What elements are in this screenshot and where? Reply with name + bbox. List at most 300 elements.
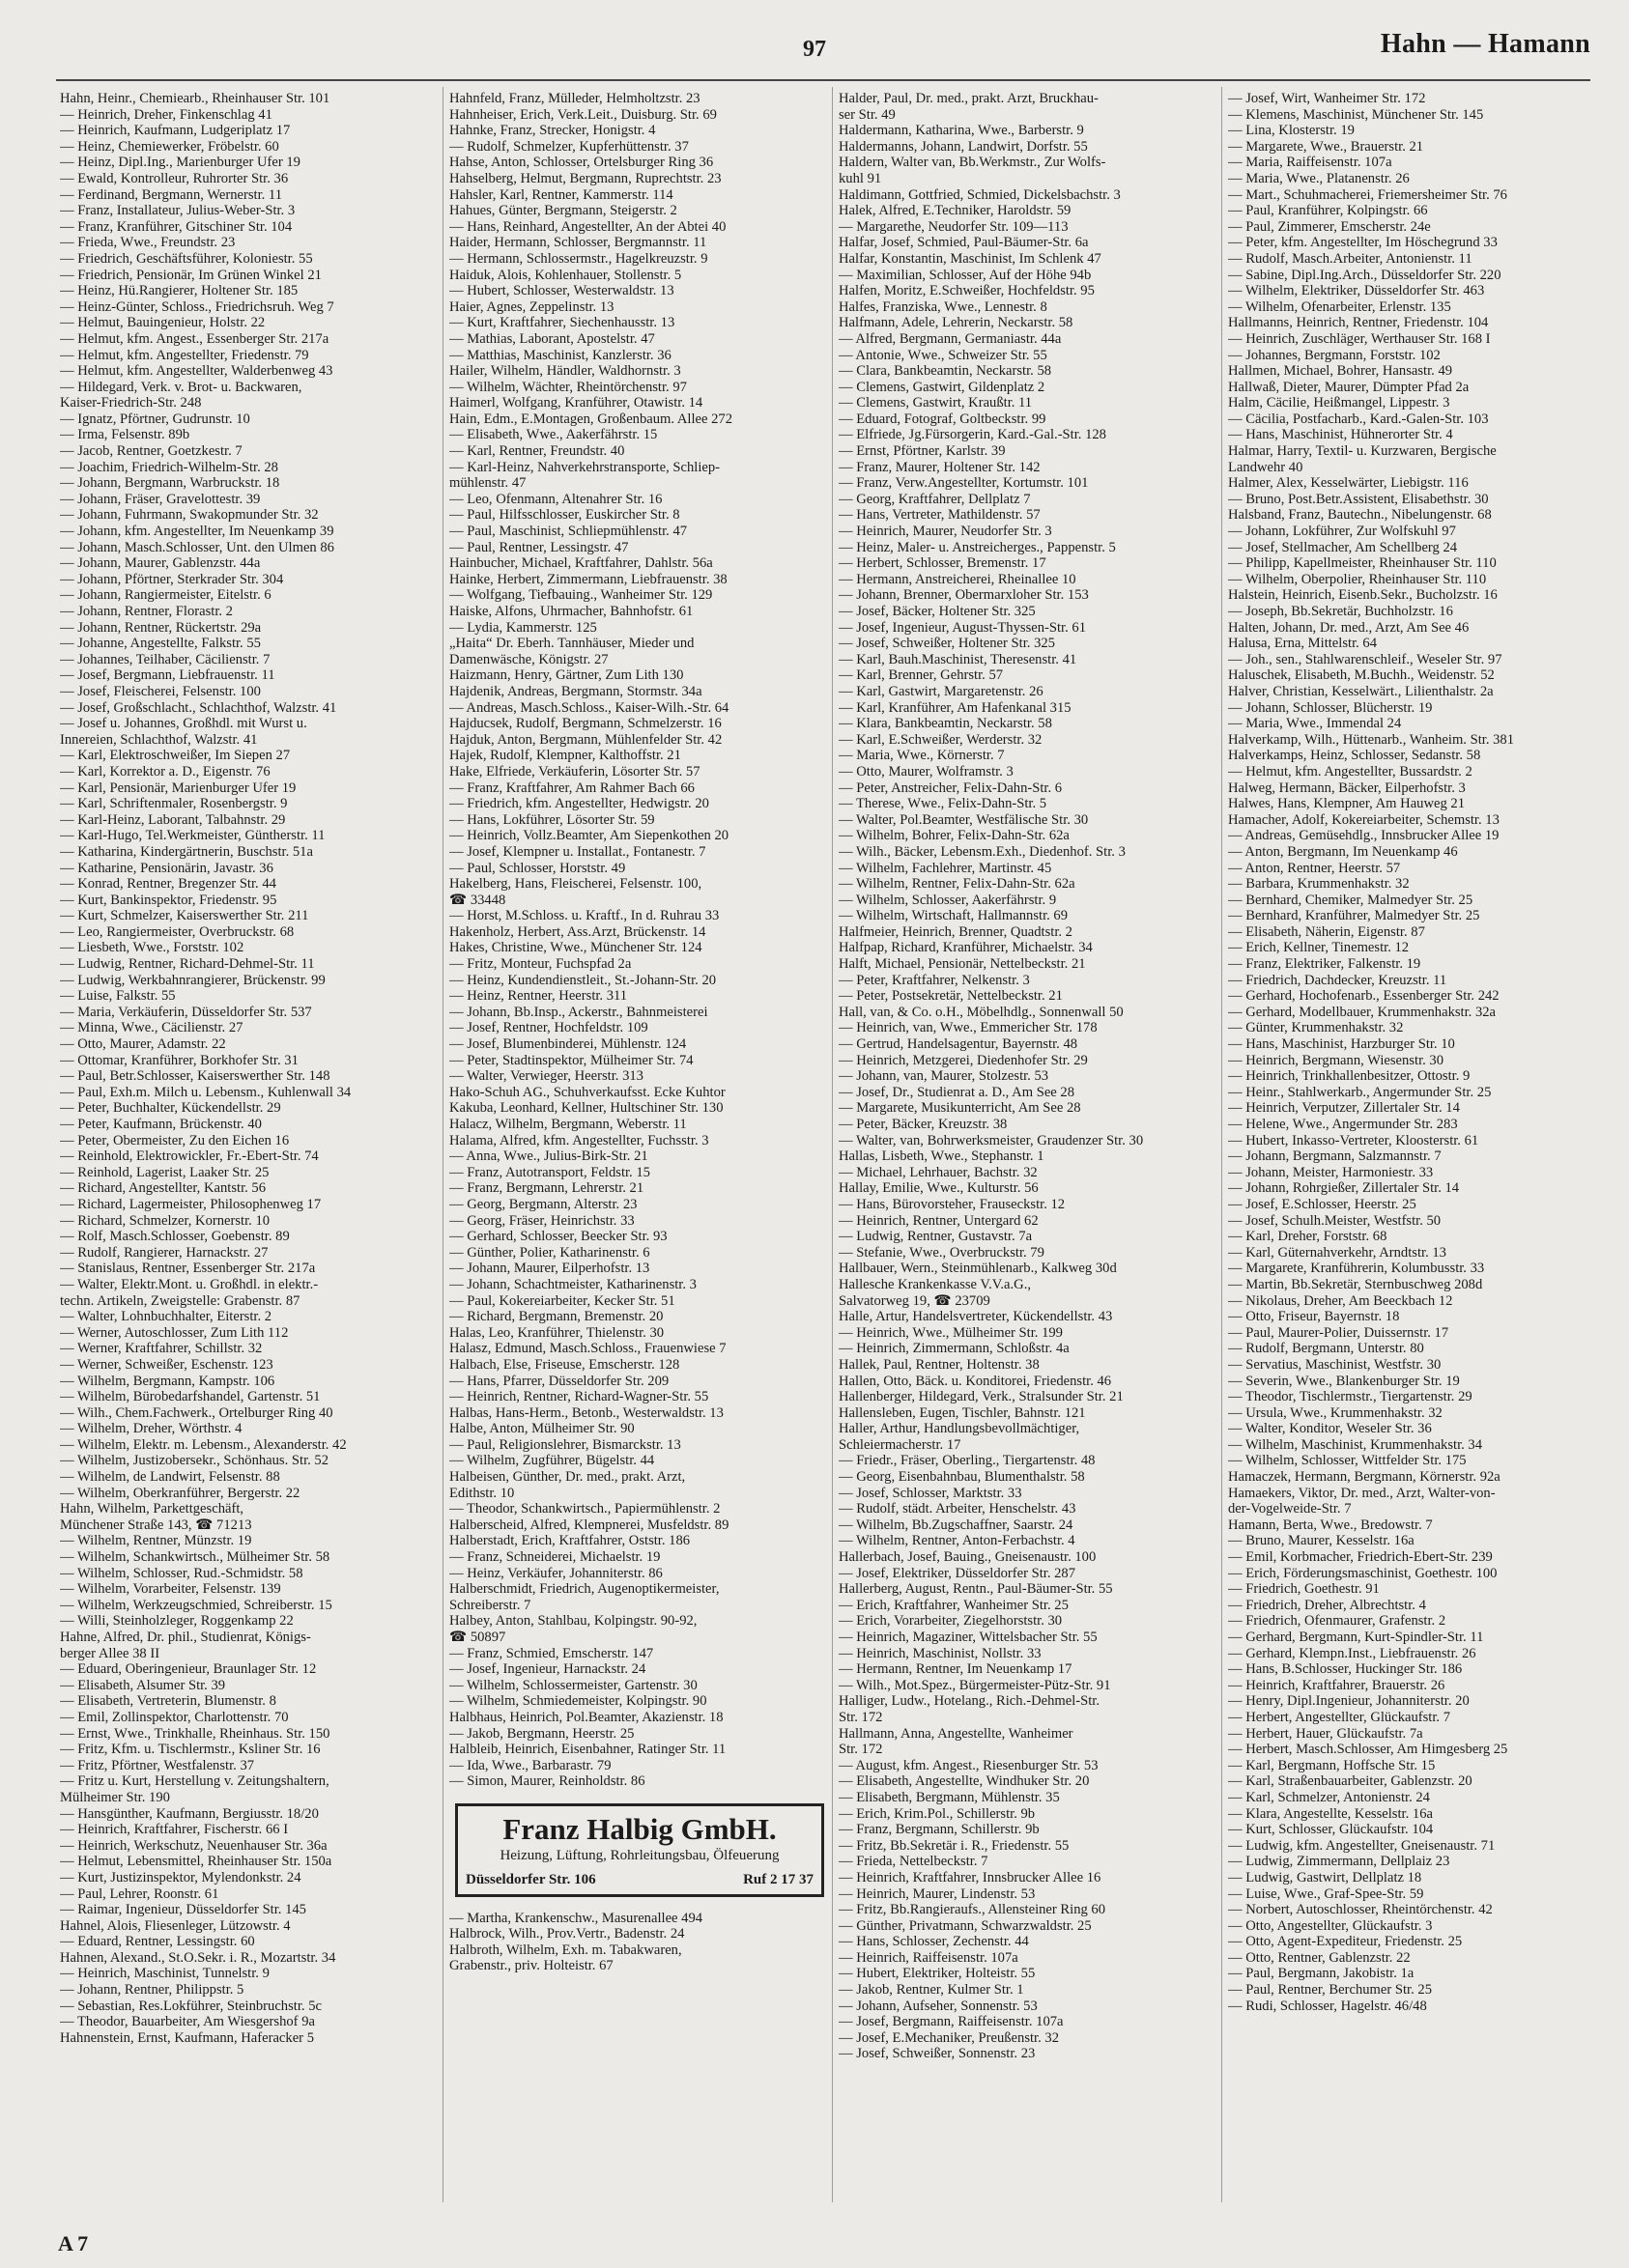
directory-entry: Halfar, Konstantin, Maschinist, Im Schlenk 47 [839, 250, 1101, 267]
directory-entry: berger Allee 38 II [60, 1645, 160, 1661]
directory-entry: — Wilhelm, Dreher, Wörthstr. 4 [60, 1421, 243, 1437]
directory-entry: — Heinrich, Zuschläger, Werthauser Str. 168 I [1228, 330, 1491, 347]
directory-entry: — Wilhelm, Bürobedarfshandel, Gartenstr. 51 [60, 1389, 321, 1405]
directory-entry: — Josef, E.Mechaniker, Preußenstr. 32 [839, 2029, 1059, 2046]
directory-entry: — Lina, Klosterstr. 19 [1228, 123, 1355, 139]
directory-entry: — Johann, Rohrgießer, Zillertaler Str. 14 [1228, 1180, 1460, 1197]
directory-entry: — Therese, Wwe., Felix-Dahn-Str. 5 [839, 796, 1047, 812]
directory-entry: Haiske, Alfons, Uhrmacher, Bahnhofstr. 61 [449, 604, 694, 619]
directory-entry: — Maria, Wwe., Platanenstr. 26 [1228, 170, 1410, 186]
directory-entry: — Heinrich, Maurer, Lindenstr. 53 [839, 1885, 1036, 1902]
directory-entry: Halle, Artur, Handelsvertreter, Kückendellstr. 43 [839, 1309, 1113, 1325]
directory-entry: Hahnheiser, Erich, Verk.Leit., Duisburg. Str. 69 [449, 106, 717, 123]
ad-phone: Ruf 2 17 37 [743, 1871, 814, 1887]
directory-entry: Hajduk, Anton, Bergmann, Mühlenfelder Str. 42 [449, 731, 723, 748]
directory-entry: — Franz, Bergmann, Lehrerstr. 21 [449, 1180, 644, 1197]
directory-entry: — Elisabeth, Angestellte, Windhuker Str. 20 [839, 1773, 1090, 1790]
directory-entry: — Walter, Elektr.Mont. u. Großhdl. in elektr.- [60, 1276, 319, 1292]
directory-entry: — Otto, Rentner, Gablenzstr. 22 [1228, 1949, 1411, 1966]
directory-entry: — Werner, Kraftfahrer, Schillstr. 32 [60, 1341, 263, 1357]
directory-entry: — Friedrich, Goethestr. 91 [1228, 1581, 1380, 1598]
directory-entry: — Reinhold, Lagerist, Laaker Str. 25 [60, 1164, 270, 1180]
directory-entry: — Ernst, Pförtner, Karlstr. 39 [839, 443, 1006, 460]
directory-entry: — Emil, Korbmacher, Friedrich-Ebert-Str. 239 [1228, 1549, 1493, 1566]
directory-entry: — Hans, Pfarrer, Düsseldorfer Str. 209 [449, 1373, 670, 1389]
directory-entry: Haluschek, Elisabeth, M.Buchh., Weidenstr. 52 [1228, 667, 1495, 684]
directory-entry: — Josef, Ingenieur, Harnackstr. 24 [449, 1661, 646, 1678]
directory-entry: Grabenstr., priv. Holteistr. 67 [449, 1958, 614, 1974]
directory-entry: — Rudolf, Rangierer, Harnackstr. 27 [60, 1244, 269, 1261]
directory-entry: — Otto, Maurer, Adamstr. 22 [60, 1036, 226, 1053]
directory-entry: Edithstr. 10 [449, 1485, 515, 1501]
directory-entry: — Bruno, Maurer, Kesselstr. 16a [1228, 1533, 1415, 1549]
directory-entry: Hallerbach, Josef, Bauing., Gneisenaustr. 100 [839, 1549, 1097, 1566]
directory-entry: — Peter, Kraftfahrer, Nelkenstr. 3 [839, 972, 1030, 988]
directory-entry: — Richard, Schmelzer, Kornerstr. 10 [60, 1212, 271, 1229]
directory-entry: — Wilhelm, Schankwirtsch., Mülheimer Str. 58 [60, 1549, 330, 1566]
directory-entry: — Andreas, Masch.Schloss., Kaiser-Wilh.-Str. 64 [449, 699, 729, 716]
directory-entry: Hahues, Günter, Bergmann, Steigerstr. 2 [449, 203, 677, 219]
directory-entry: — Werner, Schweißer, Eschenstr. 123 [60, 1356, 273, 1373]
directory-entry: Hahne, Alfred, Dr. phil., Studienrat, Königs- [60, 1630, 311, 1645]
directory-entry: — Josef, E.Schlosser, Heerstr. 25 [1228, 1196, 1416, 1212]
directory-entry: — Peter, Obermeister, Zu den Eichen 16 [60, 1132, 290, 1148]
directory-entry: — Johann, Pförtner, Sterkrader Str. 304 [60, 571, 284, 587]
directory-entry: — Anton, Bergmann, Im Neuenkamp 46 [1228, 843, 1458, 860]
directory-entry: — Hermann, Rentner, Im Neuenkamp 17 [839, 1661, 1072, 1678]
directory-entry: — Georg, Kraftfahrer, Dellplatz 7 [839, 491, 1031, 507]
directory-entry: — Wolfgang, Tiefbauing., Wanheimer Str. 129 [449, 587, 713, 604]
directory-entry: — Elisabeth, Näherin, Eigenstr. 87 [1228, 923, 1425, 940]
directory-entry: — Hans, Schlosser, Zechenstr. 44 [839, 1934, 1029, 1950]
directory-entry: — Franz, Elektriker, Falkenstr. 19 [1228, 956, 1421, 973]
directory-entry: Hamacher, Adolf, Kokereiarbeiter, Schemstr. 13 [1228, 811, 1500, 828]
directory-entry: Halsband, Franz, Bautechn., Nibelungenstr. 68 [1228, 507, 1492, 524]
directory-entry: — Rudolf, Masch.Arbeiter, Antonienstr. 11 [1228, 250, 1472, 267]
directory-entry: kuhl 91 [839, 170, 882, 186]
directory-entry: — Ferdinand, Bergmann, Wernerstr. 11 [60, 186, 282, 203]
directory-entry: — Maria, Raiffeisenstr. 107a [1228, 155, 1392, 171]
directory-entry: — Clara, Bankbeamtin, Neckarstr. 58 [839, 363, 1052, 380]
directory-entry: Kaiser-Friedrich-Str. 248 [60, 395, 202, 411]
directory-entry: — Heinz, Kundendienstleit., St.-Johann-Str. 20 [449, 972, 717, 988]
directory-entry: — Hans, Maschinist, Hühnerorter Str. 4 [1228, 427, 1453, 443]
advertisement-box [455, 1803, 824, 1897]
column-divider [1221, 87, 1222, 2202]
directory-entry: — Bernhard, Kranführer, Malmedyer Str. 25 [1228, 908, 1480, 924]
directory-entry: Hallen, Otto, Bäck. u. Konditorei, Friedenstr. 46 [839, 1373, 1112, 1389]
directory-entry: — Wilhelm, Zugführer, Bügelstr. 44 [449, 1453, 655, 1469]
directory-entry: — Nikolaus, Dreher, Am Beeckbach 12 [1228, 1292, 1453, 1309]
directory-entry: — Johann, Lokführer, Zur Wolfskuhl 97 [1228, 524, 1456, 540]
directory-entry: — Heinz, Hü.Rangierer, Holtener Str. 185 [60, 283, 299, 299]
directory-entry: — Theodor, Tischlermstr., Tiergartenstr. 29 [1228, 1389, 1472, 1405]
directory-entry: — Heinrich, Vollz.Beamter, Am Siepenkothen 20 [449, 828, 729, 844]
directory-entry: — Wilhelm, Oberpolier, Rheinhauser Str. 110 [1228, 571, 1487, 587]
directory-entry: — Karl-Hugo, Tel.Werkmeister, Güntherstr. 11 [60, 828, 326, 844]
directory-entry: Halverkamps, Heinz, Schlosser, Sedanstr. 58 [1228, 748, 1481, 764]
directory-entry: ☎ 50897 [449, 1630, 506, 1645]
directory-entry: — Hans, Bürovorsteher, Frauseckstr. 12 [839, 1196, 1066, 1212]
directory-entry: — Johann, Rentner, Rückertstr. 29a [60, 619, 262, 636]
directory-entry: — Elisabeth, Wwe., Aakerfährstr. 15 [449, 427, 658, 443]
directory-entry: Hallerberg, August, Rentn., Paul-Bäumer-Str. 55 [839, 1581, 1113, 1598]
directory-entry: — Klara, Bankbeamtin, Neckarstr. 58 [839, 716, 1052, 732]
directory-entry: — Josef, Fleischerei, Felsenstr. 100 [60, 683, 261, 699]
directory-entry: — Jakob, Rentner, Kulmer Str. 1 [839, 1982, 1024, 1999]
directory-entry: — Franz, Bergmann, Schillerstr. 9b [839, 1822, 1040, 1838]
directory-entry: — Karl-Heinz, Nahverkehrstransporte, Schliep- [449, 459, 721, 475]
directory-entry: Halbeisen, Günther, Dr. med., prakt. Arzt, [449, 1469, 686, 1486]
directory-entry: Halfpap, Richard, Kranführer, Michaelstr. 34 [839, 940, 1093, 956]
directory-entry: — Sebastian, Res.Lokführer, Steinbruchstr. 5c [60, 1998, 322, 2014]
directory-entry: — Erich, Förderungsmaschinist, Goethestr. 100 [1228, 1565, 1498, 1581]
directory-entry: Halft, Michael, Pensionär, Nettelbeckstr. 21 [839, 956, 1086, 973]
directory-entry: — Eduard, Rentner, Lessingstr. 60 [60, 1934, 255, 1950]
directory-entry: Hallmanns, Heinrich, Rentner, Friedenstr. 104 [1228, 315, 1489, 331]
directory-entry: — Peter, Kaufmann, Brückenstr. 40 [60, 1117, 262, 1132]
directory-entry: — Fritz u. Kurt, Herstellung v. Zeitungshaltern, [60, 1773, 329, 1790]
directory-entry: — Paul, Bergmann, Jakobistr. 1a [1228, 1966, 1415, 1982]
directory-entry: — Gerhard, Schlosser, Beecker Str. 93 [449, 1229, 668, 1245]
directory-entry: — Hermann, Schlossermstr., Hagelkreuzstr. 9 [449, 250, 708, 267]
directory-entry: mühlenstr. 47 [449, 475, 527, 492]
directory-entry: — Wilhelm, Wächter, Rheintörchenstr. 97 [449, 379, 687, 395]
ad-address: Düsseldorfer Str. 106 [466, 1871, 596, 1887]
directory-entry: — Heinr., Stahlwerkarb., Angermunder Str. 25 [1228, 1084, 1492, 1100]
directory-entry: — Paul, Rentner, Berchumer Str. 25 [1228, 1982, 1432, 1999]
directory-entry: — Kurt, Kraftfahrer, Siechenhausstr. 13 [449, 315, 675, 331]
directory-entry: — Herbert, Masch.Schlosser, Am Himgesberg 25 [1228, 1742, 1508, 1758]
directory-entry: — Matthias, Maschinist, Kanzlerstr. 36 [449, 347, 672, 363]
directory-entry: — Paul, Exh.m. Milch u. Lebensm., Kuhlenwall 34 [60, 1084, 352, 1100]
directory-entry: — Josef, Schulh.Meister, Westfstr. 50 [1228, 1212, 1442, 1229]
directory-entry: Haldern, Walter van, Bb.Werkmstr., Zur Wolfs- [839, 155, 1106, 171]
directory-entry: — Wilh., Mot.Spez., Bürgermeister-Pütz-Str. 91 [839, 1677, 1111, 1693]
directory-entry: — Hansgünther, Kaufmann, Bergiusstr. 18/20 [60, 1805, 319, 1822]
directory-entry: — Gertrud, Handelsagentur, Bayernstr. 48 [839, 1036, 1078, 1053]
directory-entry: — Wilhelm, Bb.Zugschaffner, Saarstr. 24 [839, 1517, 1073, 1533]
directory-entry: — Johann, Bergmann, Salzmannstr. 7 [1228, 1148, 1442, 1165]
directory-entry: — Karl, Güternahverkehr, Arndtstr. 13 [1228, 1244, 1446, 1261]
directory-entry: — Johann, Rentner, Florastr. 2 [60, 604, 233, 619]
directory-entry: Hahnel, Alois, Fliesenleger, Lützowstr. 4 [60, 1917, 291, 1934]
directory-entry: — Johann, Schlosser, Blücherstr. 19 [1228, 699, 1433, 716]
directory-entry: — Heinrich, Maschinist, Nollstr. 33 [839, 1645, 1042, 1661]
directory-entry: — Johann, Brenner, Obermarxloher Str. 153 [839, 587, 1089, 604]
directory-entry: — Wilhelm, Werkzeugschmied, Schreiberstr. 15 [60, 1597, 332, 1613]
directory-entry: — Maria, Verkäuferin, Düsseldorfer Str. 537 [60, 1004, 312, 1020]
directory-entry: Hallmann, Anna, Angestellte, Wanheimer [839, 1725, 1073, 1742]
directory-entry: — Helmut, kfm. Angestellter, Bussardstr. 2 [1228, 763, 1472, 780]
directory-entry: Str. 172 [839, 1742, 883, 1758]
directory-entry: — Paul, Betr.Schlosser, Kaiserswerther Str. 148 [60, 1068, 330, 1085]
directory-entry: Schleiermacherstr. 17 [839, 1436, 961, 1453]
directory-entry: — Johann, kfm. Angestellter, Im Neuenkamp 39 [60, 524, 334, 540]
directory-entry: — Klara, Angestellte, Kesselstr. 16a [1228, 1805, 1433, 1822]
directory-entry: Haider, Hermann, Schlosser, Bergmannstr. 11 [449, 235, 707, 251]
directory-entry: — Heinrich, Trinkhallenbesitzer, Ottostr. 9 [1228, 1068, 1471, 1085]
directory-entry: — Heinrich, Kraftfahrer, Innsbrucker Allee 16 [839, 1869, 1101, 1885]
directory-entry: — Heinrich, Metzgerei, Diedenhofer Str. 29 [839, 1052, 1088, 1068]
directory-entry: — Mathias, Laborant, Apostelstr. 47 [449, 330, 655, 347]
directory-entry: — August, kfm. Angest., Riesenburger Str. 53 [839, 1757, 1099, 1773]
directory-entry: — Johannes, Bergmann, Forststr. 102 [1228, 347, 1441, 363]
directory-entry: — Heinrich, Kaufmann, Ludgeriplatz 17 [60, 123, 291, 139]
directory-entry: der-Vogelweide-Str. 7 [1228, 1501, 1352, 1517]
directory-entry: — Jacob, Rentner, Goetzkestr. 7 [60, 443, 243, 460]
directory-entry: — Heinz, Chemiewerker, Fröbelstr. 60 [60, 138, 279, 155]
directory-entry: — Barbara, Krummenhakstr. 32 [1228, 876, 1410, 893]
directory-entry: — Peter, Bäcker, Kreuzstr. 38 [839, 1117, 1008, 1132]
directory-entry: — Elisabeth, Bergmann, Mühlenstr. 35 [839, 1789, 1060, 1805]
directory-entry: Hain, Edm., E.Montagen, Großenbaum. Allee 272 [449, 411, 733, 427]
directory-entry: Hallbauer, Wern., Steinmühlenarb., Kalkweg 30d [839, 1261, 1117, 1277]
directory-entry: — Helmut, kfm. Angestellter, Friedenstr. 79 [60, 347, 309, 363]
directory-entry: Hahsler, Karl, Rentner, Kammerstr. 114 [449, 186, 673, 203]
directory-entry: — Josef, Schweißer, Sonnenstr. 23 [839, 2046, 1036, 2062]
directory-entry: — Heinrich, Kraftfahrer, Fischerstr. 66 I [60, 1822, 289, 1838]
directory-entry: — Helmut, Bauingenieur, Holstr. 22 [60, 315, 266, 331]
directory-entry: — Rudi, Schlosser, Hagelstr. 46/48 [1228, 1998, 1427, 2014]
directory-entry: — Karl, Dreher, Forststr. 68 [1228, 1229, 1387, 1245]
footer-mark: A 7 [58, 2231, 89, 2255]
directory-entry: — Eduard, Oberingenieur, Braunlager Str. 12 [60, 1661, 317, 1678]
directory-entry: — Alfred, Bergmann, Germaniastr. 44a [839, 330, 1062, 347]
directory-entry: — Rolf, Masch.Schlosser, Goebenstr. 89 [60, 1229, 290, 1245]
directory-entry: techn. Artikeln, Zweigstelle: Grabenstr. 87 [60, 1292, 300, 1309]
directory-entry: Hahnenstein, Ernst, Kaufmann, Haferacker 5 [60, 2029, 314, 2046]
directory-entry: — Elisabeth, Vertreterin, Blumenstr. 8 [60, 1693, 276, 1710]
directory-entry: Hajdenik, Andreas, Bergmann, Stormstr. 34a [449, 683, 702, 699]
directory-entry: — Josef, Schlosser, Marktstr. 33 [839, 1485, 1022, 1501]
directory-entry: — Heinrich, Werkschutz, Neuenhauser Str. 36a [60, 1837, 328, 1854]
directory-entry: — Bernhard, Chemiker, Malmedyer Str. 25 [1228, 892, 1473, 908]
directory-entry: — Otto, Friseur, Bayernstr. 18 [1228, 1309, 1400, 1325]
directory-entry: — Heinrich, Verputzer, Zillertaler Str. 14 [1228, 1100, 1460, 1117]
directory-entry: Hakelberg, Hans, Fleischerei, Felsenstr. 100, [449, 876, 702, 893]
directory-entry: — Paul, Kranführer, Kolpingstr. 66 [1228, 203, 1428, 219]
directory-entry: — Theodor, Bauarbeiter, Am Wiesgershof 9a [60, 2014, 315, 2030]
directory-entry: — Wilhelm, Rentner, Anton-Ferbachstr. 4 [839, 1533, 1075, 1549]
directory-entry: — Walter, Lohnbuchhalter, Eiterstr. 2 [60, 1309, 272, 1325]
running-head: Hahn — Hamann [1380, 29, 1590, 59]
directory-entry: — Hans, B.Schlosser, Huckinger Str. 186 [1228, 1661, 1463, 1678]
directory-entry: — Karl-Heinz, Laborant, Talbahnstr. 29 [60, 811, 286, 828]
directory-entry: — Helmut, kfm. Angestellter, Walderbenweg 43 [60, 363, 333, 380]
directory-entry: — Karl, Elektroschweißer, Im Siepen 27 [60, 748, 291, 764]
directory-entry: — Paul, Schlosser, Horststr. 49 [449, 860, 626, 876]
directory-entry: — Jakob, Bergmann, Heerstr. 25 [449, 1725, 635, 1742]
directory-entry: — Johannes, Teilhaber, Cäcilienstr. 7 [60, 651, 271, 667]
directory-entry: Salvatorweg 19, ☎ 23709 [839, 1292, 990, 1309]
directory-entry: — Wilhelm, Schlossermeister, Gartenstr. 30 [449, 1677, 698, 1693]
directory-entry: — Frieda, Wwe., Freundstr. 23 [60, 235, 236, 251]
directory-entry: — Stanislaus, Rentner, Essenberger Str. 217a [60, 1261, 316, 1277]
directory-entry: Hallmen, Michael, Bohrer, Hansastr. 49 [1228, 363, 1453, 380]
directory-entry: — Paul, Lehrer, Roonstr. 61 [60, 1885, 219, 1902]
directory-entry: — Willi, Steinholzleger, Roggenkamp 22 [60, 1613, 294, 1630]
directory-entry: Halek, Alfred, E.Techniker, Haroldstr. 59 [839, 203, 1072, 219]
directory-entry: Halbas, Hans-Herm., Betonb., Westerwaldstr. 13 [449, 1404, 724, 1421]
directory-entry: „Haita“ Dr. Eberh. Tannhäuser, Mieder und [449, 636, 695, 652]
directory-entry: — Luise, Falkstr. 55 [60, 988, 176, 1005]
directory-entry: Halbhaus, Heinrich, Pol.Beamter, Akazienstr. 18 [449, 1709, 724, 1725]
directory-entry: — Paul, Rentner, Lessingstr. 47 [449, 539, 629, 555]
directory-entry: Halberschmidt, Friedrich, Augenoptikermeister, [449, 1581, 720, 1598]
directory-entry: — Fritz, Bb.Sekretär i. R., Friedenstr. 55 [839, 1837, 1070, 1854]
directory-entry: — Liesbeth, Wwe., Forststr. 102 [60, 940, 244, 956]
directory-entry: — Josef, Blumenbinderei, Mühlenstr. 124 [449, 1036, 687, 1053]
directory-entry: — Friedrich, Dachdecker, Kreuzstr. 11 [1228, 972, 1447, 988]
directory-entry: Hallay, Emilie, Wwe., Kulturstr. 56 [839, 1180, 1039, 1197]
directory-entry: Halmer, Alex, Kesselwärter, Liebigstr. 116 [1228, 475, 1469, 492]
directory-entry: Halfmann, Adele, Lehrerin, Neckarstr. 58 [839, 315, 1073, 331]
directory-entry: Halacz, Wilhelm, Bergmann, Weberstr. 11 [449, 1117, 687, 1132]
directory-entry: — Bruno, Post.Betr.Assistent, Elisabethstr. 30 [1228, 491, 1489, 507]
directory-entry: — Josef, Bergmann, Liebfrauenstr. 11 [60, 667, 275, 684]
directory-entry: Haller, Arthur, Handlungsbevollmächtiger, [839, 1421, 1080, 1437]
directory-entry: Hahn, Heinr., Chemiearb., Rheinhauser Str. 101 [60, 91, 330, 106]
directory-entry: — Karl, Gastwirt, Margaretenstr. 26 [839, 683, 1043, 699]
directory-entry: Hamann, Berta, Wwe., Bredowstr. 7 [1228, 1517, 1433, 1533]
directory-entry: Hako-Schuh AG., Schuhverkaufsst. Ecke Kuhtor [449, 1084, 726, 1100]
directory-entry: Hallas, Lisbeth, Wwe., Stephanstr. 1 [839, 1148, 1044, 1165]
directory-entry: — Elfriede, Jg.Fürsorgerin, Kard.-Gal.-Str. 128 [839, 427, 1106, 443]
directory-entry: Halusa, Erna, Mittelstr. 64 [1228, 636, 1378, 652]
directory-entry: — Karl, Korrektor a. D., Eigenstr. 76 [60, 763, 271, 780]
directory-entry: — Josef, Dr., Studienrat a. D., Am See 28 [839, 1084, 1075, 1100]
directory-entry: Halliger, Ludw., Hotelang., Rich.-Dehmel-Str. [839, 1693, 1100, 1710]
directory-entry: Haimerl, Wolfgang, Kranführer, Otawistr. 14 [449, 395, 703, 411]
directory-entry: Hamaczek, Hermann, Bergmann, Körnerstr. 92a [1228, 1469, 1500, 1486]
directory-entry: — Josef, Schweißer, Holtener Str. 325 [839, 636, 1055, 652]
directory-entry: — Erich, Vorarbeiter, Ziegelhorststr. 30 [839, 1613, 1063, 1630]
directory-entry: — Erich, Kraftfahrer, Wanheimer Str. 25 [839, 1597, 1069, 1613]
directory-entry: Halver, Christian, Kesselwärt., Lilienthalstr. 2a [1228, 683, 1494, 699]
directory-entry: — Johann, Maurer, Eilperhofstr. 13 [449, 1261, 650, 1277]
directory-entry: — Sabine, Dipl.Ing.Arch., Düsseldorfer Str. 220 [1228, 267, 1501, 283]
directory-entry: — Friedrich, Dreher, Albrechtstr. 4 [1228, 1597, 1426, 1613]
directory-entry: Hajek, Rudolf, Klempner, Kalthoffstr. 21 [449, 748, 681, 764]
directory-entry: — Herbert, Schlosser, Bremenstr. 17 [839, 555, 1046, 572]
directory-entry: — Wilhelm, Maschinist, Krummenhakstr. 34 [1228, 1436, 1483, 1453]
directory-entry: — Paul, Zimmerer, Emscherstr. 24e [1228, 218, 1431, 235]
directory-entry: — Margarete, Musikunterricht, Am See 28 [839, 1100, 1081, 1117]
directory-entry: Halbrock, Wilh., Prov.Vertr., Badenstr. 24 [449, 1926, 685, 1942]
directory-entry: — Fritz, Bb.Rangieraufs., Allensteiner Ring 60 [839, 1902, 1106, 1918]
directory-entry: — Margarete, Wwe., Brauerstr. 21 [1228, 138, 1424, 155]
directory-entry: — Helene, Wwe., Angermunder Str. 283 [1228, 1117, 1458, 1132]
directory-entry: — Heinrich, Maschinist, Tunnelstr. 9 [60, 1966, 270, 1982]
directory-entry: — Josef, Stellmacher, Am Schellberg 24 [1228, 539, 1458, 555]
directory-entry: — Franz, Autotransport, Feldstr. 15 [449, 1164, 650, 1180]
directory-entry: — Heinrich, Rentner, Richard-Wagner-Str. 55 [449, 1389, 709, 1405]
directory-entry: — Ewald, Kontrolleur, Ruhrorter Str. 36 [60, 170, 289, 186]
directory-entry: — Paul, Religionslehrer, Bismarckstr. 13 [449, 1436, 681, 1453]
directory-entry: — Franz, Kranführer, Gitschiner Str. 104 [60, 218, 293, 235]
directory-entry: — Wilhelm, Bergmann, Kampstr. 106 [60, 1373, 275, 1389]
directory-entry: — Josef, Großschlacht., Schlachthof, Walzstr. 41 [60, 699, 337, 716]
directory-entry: Hakes, Christine, Wwe., Münchener Str. 124 [449, 940, 702, 956]
directory-entry: Halbroth, Wilhelm, Exh. m. Tabakwaren, [449, 1942, 682, 1958]
directory-entry: — Wilhelm, Wirtschaft, Hallmannstr. 69 [839, 908, 1069, 924]
directory-entry: — Cäcilia, Postfacharb., Kard.-Galen-Str. 103 [1228, 411, 1489, 427]
directory-entry: — Johann, Meister, Harmoniestr. 33 [1228, 1164, 1434, 1180]
directory-entry: — Kurt, Schmelzer, Kaiserswerther Str. 211 [60, 908, 309, 924]
directory-entry: — Richard, Angestellter, Kantstr. 56 [60, 1180, 267, 1197]
directory-entry: — Fritz, Pförtner, Westfalenstr. 37 [60, 1757, 255, 1773]
directory-entry: — Peter, Buchhalter, Kückendellstr. 29 [60, 1100, 281, 1117]
directory-entry: — Paul, Maschinist, Schliepmühlenstr. 47 [449, 524, 688, 540]
directory-entry: Haldermanns, Johann, Landwirt, Dorfstr. 55 [839, 138, 1088, 155]
directory-entry: — Josef, Bäcker, Holtener Str. 325 [839, 604, 1036, 619]
directory-entry: — Johann, Rangiermeister, Eitelstr. 6 [60, 587, 272, 604]
directory-entry: — Peter, Anstreicher, Felix-Dahn-Str. 6 [839, 780, 1063, 796]
directory-entry: — Friedr., Fräser, Oberling., Tiergartenstr. 48 [839, 1453, 1096, 1469]
directory-entry: Haier, Agnes, Zeppelinstr. 13 [449, 298, 614, 315]
directory-entry: — Günther, Privatmann, Schwarzwaldstr. 25 [839, 1917, 1092, 1934]
directory-entry: Haldermann, Katharina, Wwe., Barberstr. 9 [839, 123, 1084, 139]
directory-entry: Hahselberg, Helmut, Bergmann, Ruprechtstr. 23 [449, 170, 722, 186]
directory-entry: Halstein, Heinrich, Eisenb.Sekr., Bucholzstr. 16 [1228, 587, 1498, 604]
ad-company-name: Franz Halbig GmbH. [502, 1811, 777, 1846]
directory-entry: Innereien, Schlachthof, Walzstr. 41 [60, 731, 258, 748]
directory-entry: — Wilhelm, Schlosser, Rud.-Schmidstr. 58 [60, 1565, 303, 1581]
directory-entry: — Heinz-Günter, Schloss., Friedrichsruh. Weg 7 [60, 298, 334, 315]
directory-entry: — Theodor, Schankwirtsch., Papiermühlenstr. 2 [449, 1501, 721, 1517]
directory-entry: — Franz, Verw.Angestellter, Kortumstr. 101 [839, 475, 1089, 492]
directory-entry: — Ludwig, Rentner, Gustavstr. 7a [839, 1229, 1033, 1245]
directory-entry: — Johann, Aufseher, Sonnenstr. 53 [839, 1998, 1038, 2014]
directory-entry: — Katharina, Kindergärtnerin, Buschstr. 51a [60, 843, 313, 860]
directory-entry: — Wilhelm, Elektriker, Düsseldorfer Str. 463 [1228, 283, 1485, 299]
directory-entry: — Heinrich, van, Wwe., Emmericher Str. 178 [839, 1020, 1098, 1036]
directory-entry: — Karl, Kranführer, Am Hafenkanal 315 [839, 699, 1072, 716]
directory-entry: — Richard, Lagermeister, Philosophenweg 17 [60, 1196, 322, 1212]
directory-entry: — Ludwig, Werkbahnrangierer, Brückenstr. 99 [60, 972, 326, 988]
directory-entry: — Peter, kfm. Angestellter, Im Höschegrund 33 [1228, 235, 1498, 251]
directory-entry: Halas, Leo, Kranführer, Thielenstr. 30 [449, 1324, 665, 1341]
directory-entry: — Franz, Maurer, Holtener Str. 142 [839, 459, 1041, 475]
ad-services: Heizung, Lüftung, Rohrleitungsbau, Ölfeuerung [500, 1847, 780, 1863]
directory-entry: — Wilhelm, Justizobersekr., Schönhaus. Str. 52 [60, 1453, 329, 1469]
directory-entry: — Otto, Angestellter, Glückaufstr. 3 [1228, 1917, 1433, 1934]
directory-entry: — Hans, Maschinist, Harzburger Str. 10 [1228, 1036, 1455, 1053]
directory-entry: — Martin, Bb.Sekretär, Sternbuschweg 208d [1228, 1276, 1483, 1292]
directory-entry: — Karl, Bauh.Maschinist, Theresenstr. 41 [839, 651, 1077, 667]
directory-entry: — Katharine, Pensionärin, Javastr. 36 [60, 860, 273, 876]
directory-entry: — Severin, Wwe., Blankenburger Str. 19 [1228, 1373, 1460, 1389]
directory-entry: — Heinz, Maler- u. Anstreicherges., Pappenstr. 5 [839, 539, 1116, 555]
directory-entry: — Erich, Krim.Pol., Schillerstr. 9b [839, 1805, 1036, 1822]
directory-entry: — Gerhard, Bergmann, Kurt-Spindler-Str. 11 [1228, 1630, 1484, 1645]
directory-entry: — Walter, Verwieger, Heerstr. 313 [449, 1068, 643, 1085]
directory-entry: Haizmann, Henry, Gärtner, Zum Lith 130 [449, 667, 684, 684]
directory-entry: — Heinrich, Maurer, Neudorfer Str. 3 [839, 524, 1052, 540]
directory-entry: — Klemens, Maschinist, Münchener Str. 145 [1228, 106, 1484, 123]
directory-entry: — Johann, van, Maurer, Stolzestr. 53 [839, 1068, 1049, 1085]
directory-entry: — Hildegard, Verk. v. Brot- u. Backwaren, [60, 379, 302, 395]
directory-entry: — Emil, Zollinspektor, Charlottenstr. 70 [60, 1709, 289, 1725]
directory-entry: Hahse, Anton, Schlosser, Ortelsburger Ring 36 [449, 155, 714, 171]
directory-entry: — Günter, Krummenhakstr. 32 [1228, 1020, 1404, 1036]
directory-entry: — Gerhard, Hochofenarb., Essenberger Str. 242 [1228, 988, 1500, 1005]
directory-entry: — Hans, Lokführer, Lösorter Str. 59 [449, 811, 655, 828]
directory-entry: — Karl, Rentner, Freundstr. 40 [449, 443, 625, 460]
directory-entry: Str. 172 [839, 1709, 883, 1725]
directory-entry: Halbey, Anton, Stahlbau, Kolpingstr. 90-92, [449, 1613, 698, 1630]
